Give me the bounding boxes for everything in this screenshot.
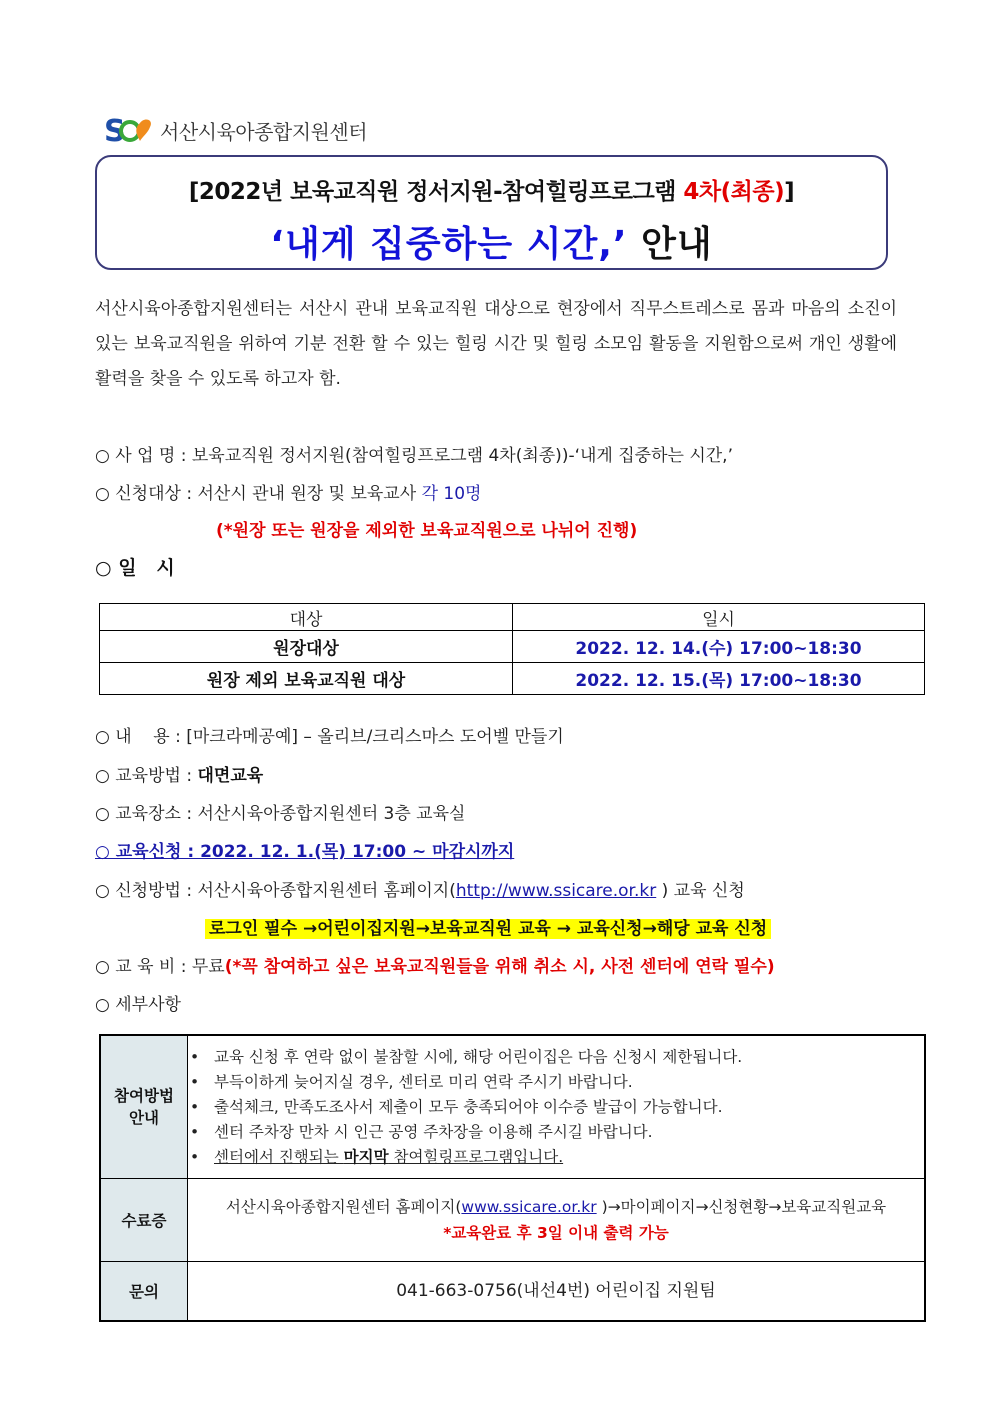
project-label: ○ 사 업 명 : [95, 446, 192, 466]
fee-note: (*꼭 참여하고 싶은 보육교직원들을 위해 취소 시, 사전 센터에 연락 필수) [224, 957, 775, 977]
schedule-table [99, 603, 925, 695]
apply-method-label: ○ 신청방법 : [95, 881, 198, 901]
apply-period: ○ 교육신청 : 2022. 12. 1.(목) 17:00 ~ 마감시까지 [95, 842, 515, 862]
center-name: 서산시육아종합지원센터 [160, 119, 368, 144]
certificate-prefix: 서산시육아종합지원센터 홈페이지( [225, 1198, 462, 1216]
table-row [100, 663, 925, 695]
center-logo-icon [104, 113, 158, 147]
title-box [95, 155, 888, 270]
content-value: [마크라메공예] – 올리브/크리스마스 도어벨 만들기 [186, 727, 564, 747]
title-line-2 [97, 216, 886, 267]
apply-method-tail: ) 교육 신청 [656, 881, 745, 901]
fee-label: ○ 교 육 비 : [95, 957, 192, 977]
center-logo [104, 112, 367, 148]
certificate-link[interactable]: www.ssicare.or.kr [461, 1198, 597, 1216]
homepage-link[interactable]: http://www.ssicare.or.kr [455, 881, 657, 901]
apply-path: 로그인 필수 →어린이집지원→보육교직원 교육 → 교육신청→해당 교육 신청 [205, 919, 771, 939]
guide-cell [188, 1035, 926, 1179]
place-label: ○ 교육장소 : [95, 804, 198, 824]
detail-table [99, 1034, 926, 1322]
content-row [95, 722, 564, 747]
method-value: 대면교육 [197, 766, 264, 786]
title-prefix: [2022년 보육교직원 정서지원-참여힐링프로그램 [188, 179, 684, 205]
schedule-header-date: 일시 [513, 604, 925, 631]
guide-head: 참여방법 안내 [100, 1035, 188, 1179]
table-row [100, 1262, 925, 1322]
fee-row [95, 952, 775, 977]
method-label: ○ 교육방법 : [95, 766, 198, 786]
certificate-path [188, 1194, 924, 1220]
table-row [100, 1179, 925, 1262]
method-row [95, 761, 263, 786]
intro-paragraph: 서산시육아종합지원센터는 서산시 관내 보육교직원 대상으로 현장에서 직무스트레스로 몸과 마음의 소진이 있는 보육교직원을 위하여 기분 전환 할 수 있는 힐링 시간 및 힐링 소모임 활동을 지원함으로써 개인 생활에 활력을 찾을 수 있도록 하고자 함. [95, 299, 897, 389]
target-note: (*원장 또는 원장을 제외한 보육교직원으로 나뉘어 진행) [216, 521, 638, 541]
contact-head: 문의 [100, 1262, 188, 1322]
apply-method-row [95, 876, 745, 901]
schedule-target-director: 원장대상 [100, 631, 513, 663]
list-item: • 센터 주차장 만차 시 인근 공영 주차장을 이용해 주시길 바랍니다. [214, 1120, 924, 1145]
program-name: ‘내게 집중하는 시간,’ [270, 224, 628, 265]
certificate-head: 수료증 [100, 1179, 188, 1262]
title-guide-word: 안내 [627, 224, 713, 265]
certificate-cell [188, 1179, 926, 1262]
details-heading: ○ 세부사항 [95, 995, 181, 1015]
schedule-date-director: 2022. 12. 14.(수) 17:00~18:30 [513, 631, 925, 663]
apply-method-value: 서산시육아종합지원센터 홈페이지( [197, 881, 456, 901]
schedule-header-row [100, 604, 925, 631]
target-label: ○ 신청대상 : [95, 484, 198, 504]
target-row [95, 479, 481, 504]
fee-value: 무료 [191, 957, 225, 977]
guide-list [188, 1045, 924, 1170]
project-value: 보육교직원 정서지원(참여힐링프로그램 4차(최종))-‘내게 집중하는 시간,’ [191, 446, 733, 466]
title-bracket: ] [784, 179, 795, 205]
schedule-target-staff: 원장 제외 보육교직원 대상 [100, 663, 513, 695]
apply-path-row [205, 914, 771, 939]
content-label: ○ 내 용 : [95, 727, 187, 747]
target-count: 각 10명 [421, 484, 482, 504]
target-value: 서산시 관내 원장 및 보육교사 [197, 484, 422, 504]
certificate-note: *교육완료 후 3일 이내 출력 가능 [443, 1224, 669, 1242]
contact-value: 041-663-0756(내선4번) 어린이집 지원팀 [188, 1262, 926, 1322]
project-name-row [95, 441, 733, 466]
list-item: • 교육 신청 후 연락 없이 불참할 시에, 해당 어린이집은 다음 신청시 제한됩니다. [214, 1045, 924, 1070]
schedule-header-target: 대상 [100, 604, 513, 631]
svg-text:S: S [104, 114, 126, 147]
schedule-date-staff: 2022. 12. 15.(목) 17:00~18:30 [513, 663, 925, 695]
list-item [214, 1145, 924, 1170]
last-program-bold: 마지막 [343, 1147, 389, 1166]
place-row [95, 799, 465, 824]
place-value: 서산시육아종합지원센터 3층 교육실 [197, 804, 466, 824]
table-row [100, 1035, 925, 1179]
schedule-heading: ○ 일 시 [95, 557, 175, 579]
title-round: 4차(최종) [683, 179, 785, 205]
title-line-1 [97, 173, 886, 206]
table-row [100, 631, 925, 663]
list-item: • 부득이하게 늦어지실 경우, 센터로 미리 연락 주시기 바랍니다. [214, 1070, 924, 1095]
list-item: • 출석체크, 만족도조사서 제출이 모두 충족되어야 이수증 발급이 가능합니다. [214, 1095, 924, 1120]
last-program-suffix: 참여힐링프로그램입니다. [388, 1147, 564, 1166]
certificate-suffix: )→마이페이지→신청현황→보육교직원교육 [596, 1198, 887, 1216]
last-program-prefix: 센터에서 진행되는 [214, 1147, 344, 1166]
